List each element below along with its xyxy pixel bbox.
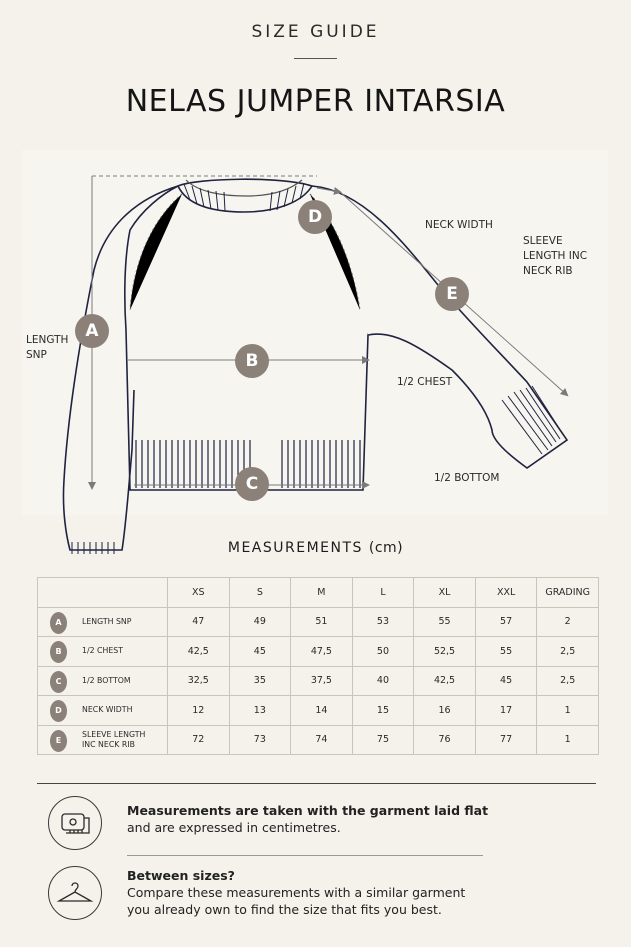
table-cell: 12 [168,696,230,726]
table-cell: 75 [352,725,414,755]
row-marker: A [50,612,67,634]
table-cell: 72 [168,725,230,755]
row-label [38,696,168,726]
hanger-icon [48,866,102,920]
table-cell: 51 [291,607,353,637]
table-cell: 77 [475,725,537,755]
table-cell: 14 [291,696,353,726]
table-cell: 42,5 [414,666,476,696]
info-body: Compare these measurements with a similar garment [127,885,466,900]
table-corner [38,578,168,608]
table-cell: 2,5 [537,666,599,696]
measurements-heading [0,540,631,556]
row-label-text: INC NECK RIB [82,739,135,749]
col-header: M [291,578,353,608]
table-cell: 74 [291,725,353,755]
length-label-line2: SNP [26,349,47,361]
table-cell: 1 [537,696,599,726]
table-cell: 45 [229,637,291,667]
row-label [38,637,168,667]
chest-label: 1/2 CHEST [397,376,453,388]
sleeve-label [523,234,587,279]
marker-e: E [435,277,469,311]
sleeve-label-line1: SLEEVE [523,235,563,247]
row-label-text: NECK WIDTH [82,705,133,715]
col-header: S [229,578,291,608]
row-label [38,725,168,755]
col-header: XS [168,578,230,608]
marker-c: C [235,467,269,501]
marker-b: B [235,344,269,378]
product-title: NELAS JUMPER INTARSIA [125,84,506,119]
row-label [38,607,168,637]
info-heading: Measurements are taken with the garment laid flat [127,803,489,818]
table-cell: 45 [475,666,537,696]
row-marker: D [50,700,67,722]
section-divider [37,783,596,784]
table-cell: 73 [229,725,291,755]
measurements-unit: (cm) [368,540,404,556]
row-marker: B [50,641,67,663]
length-label-line1: LENGTH [26,334,69,346]
table-cell: 13 [229,696,291,726]
info-between-sizes [127,867,465,918]
row-marker: C [50,671,67,693]
table-row [38,696,599,726]
table-row [38,725,599,755]
table-cell: 2,5 [537,637,599,667]
row-label-text: LENGTH SNP [82,616,132,626]
info-body: you already own to find the size that fits you best. [127,902,442,917]
table-cell: 55 [475,637,537,667]
table-cell: 37,5 [291,666,353,696]
row-label-text: 1/2 BOTTOM [82,675,131,685]
row-label [38,666,168,696]
measurements-table [37,577,599,755]
table-cell: 2 [537,607,599,637]
table-cell: 42,5 [168,637,230,667]
row-label-text: SLEEVE LENGTH [82,729,146,739]
col-header: XXL [475,578,537,608]
bottom-label: 1/2 BOTTOM [434,472,500,484]
info-measurements [127,802,488,836]
table-cell: 47 [168,607,230,637]
row-label-text: 1/2 CHEST [82,646,123,656]
col-header: L [352,578,414,608]
heading-rule [294,58,337,59]
garment-diagram [22,150,608,515]
table-header-row [38,578,599,608]
length-label [26,333,68,363]
size-guide-heading: SIZE GUIDE [251,22,380,42]
neck-width-label: NECK WIDTH [425,219,493,231]
marker-a: A [75,314,109,348]
table-cell: 40 [352,666,414,696]
row-marker: E [50,730,67,752]
sleeve-label-line2: LENGTH INC [523,250,588,262]
col-header: XL [414,578,476,608]
info-divider [127,855,483,856]
table-cell: 17 [475,696,537,726]
table-cell: 16 [414,696,476,726]
table-cell: 15 [352,696,414,726]
marker-d: D [298,200,332,234]
table-cell: 57 [475,607,537,637]
info-heading: Between sizes? [127,868,235,883]
measurements-title: MEASUREMENTS [227,540,363,556]
table-row [38,666,599,696]
sleeve-label-line3: NECK RIB [523,265,573,277]
table-cell: 55 [414,607,476,637]
table-cell: 76 [414,725,476,755]
table-cell: 1 [537,725,599,755]
table-cell: 52,5 [414,637,476,667]
table-cell: 53 [352,607,414,637]
table-cell: 32,5 [168,666,230,696]
info-body: and are expressed in centimetres. [127,820,341,835]
table-cell: 49 [229,607,291,637]
col-header: GRADING [537,578,599,608]
table-cell: 50 [352,637,414,667]
measuring-tape-icon [48,796,102,850]
table-row [38,607,599,637]
table-row [38,637,599,667]
table-cell: 47,5 [291,637,353,667]
table-cell: 35 [229,666,291,696]
